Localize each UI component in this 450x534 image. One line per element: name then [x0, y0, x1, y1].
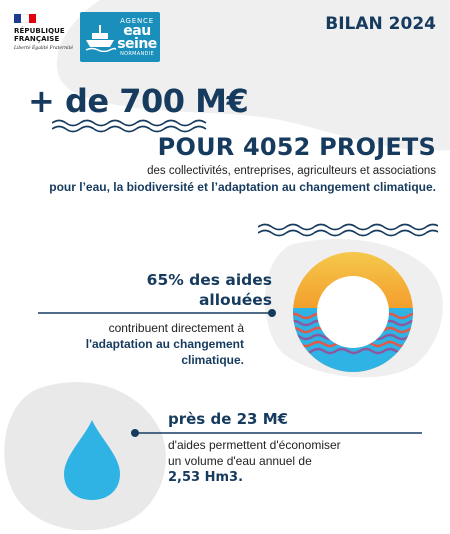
- water-saving-amount: près de 23 M€: [168, 410, 289, 428]
- total-amount-headline: + de 700 M€: [28, 82, 249, 120]
- water-saving-line1: d'aides permettent d'économiser: [168, 438, 341, 452]
- boat-icon: [84, 22, 116, 52]
- adaptation-percentage-line1: 65% des aides: [146, 271, 272, 289]
- connector-line-2: [130, 428, 430, 438]
- sun-water-icon: [288, 250, 418, 380]
- water-saving-line2: un volume d'eau annuel de: [168, 453, 312, 468]
- adaptation-percentage-line2: allouées: [198, 291, 272, 309]
- republic-name: RÉPUBLIQUE FRANÇAISE: [14, 27, 65, 43]
- adaptation-description: [14, 320, 244, 368]
- republic-motto: Liberté Égalité Fraternité: [14, 46, 74, 51]
- wave-divider-1: [52, 119, 212, 133]
- adaptation-text-plain: contribuent directement à: [108, 321, 244, 335]
- agency-eau: eau: [123, 23, 151, 39]
- wave-divider-2: [258, 223, 438, 237]
- agency-label: AGENCE: [120, 17, 154, 25]
- adaptation-text-bold1: l'adaptation au changement: [85, 337, 244, 351]
- adaptation-text-bold2: climatique.: [181, 353, 244, 367]
- projects-count: POUR 4052 PROJETS: [157, 133, 436, 161]
- agency-region: NORMANDIE: [120, 51, 154, 57]
- republique-francaise-logo: [14, 14, 74, 52]
- beneficiaries-text: des collectivités, entreprises, agriculteurs et associations: [147, 165, 436, 177]
- water-volume: 2,53 Hm3.: [168, 470, 244, 485]
- agency-seine: seine: [117, 36, 157, 52]
- report-title: BILAN 2024: [325, 14, 436, 34]
- water-drop-icon: [60, 418, 124, 502]
- purpose-text: pour l’eau, la biodiversité et l’adaptation au changement climatique.: [49, 180, 436, 194]
- agence-eau-seine-normandie-logo: [80, 12, 160, 62]
- french-flag-icon: [14, 14, 36, 23]
- adaptation-percentage: [72, 270, 272, 310]
- connector-line-1: [30, 308, 280, 318]
- water-saving-description: [168, 438, 428, 469]
